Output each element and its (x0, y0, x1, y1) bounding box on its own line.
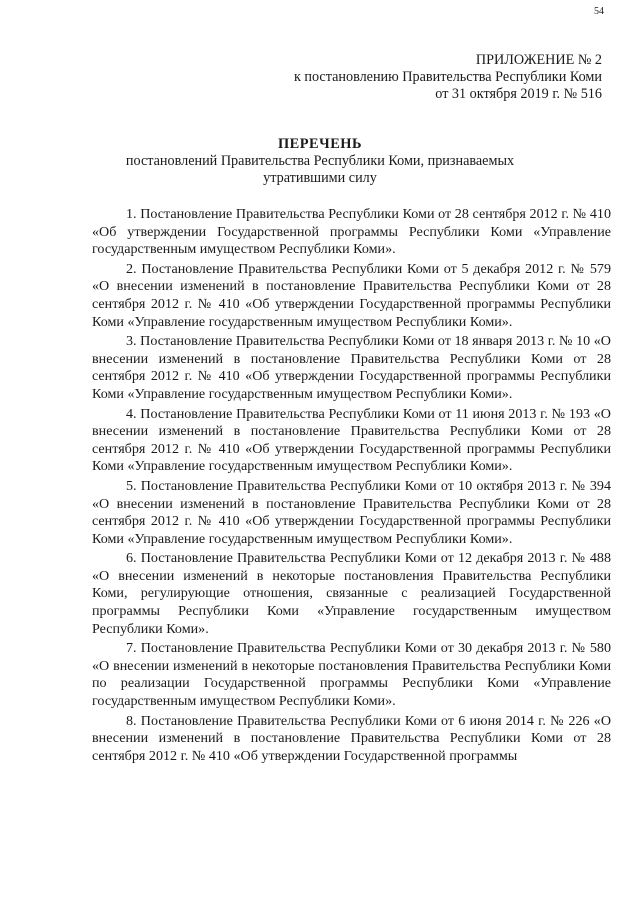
appendix-header (294, 52, 602, 104)
document-subtitle-line2: утратившими силу (263, 170, 377, 187)
list-item-2: 2. Постановление Правительства Республики Коми от 5 декабря 2012 г. № 579 «О внесении изменений в постановление Правительства Республики Коми от 28 сентября 2012 г. № 410 «Об утверждении Государственной программы Республики Коми «Управление государственным имуществом Республики Коми». (92, 260, 611, 330)
appendix-date: от 31 октября 2019 г. № 516 (435, 86, 602, 103)
list-item-7: 7. Постановление Правительства Республики Коми от 30 декабря 2013 г. № 580 «О внесении изменений в некоторые постановления Правительства Республики Коми по реализации Государственной программы Республики Коми «Управление государственным имуществом Республики Коми». (92, 640, 611, 710)
appendix-reference: к постановлению Правительства Республики Коми (293, 69, 602, 86)
appendix-title: ПРИЛОЖЕНИЕ № 2 (475, 52, 602, 68)
document-title-block (0, 135, 640, 188)
resolutions-list (92, 206, 611, 767)
document-title: ПЕРЕЧЕНЬ (277, 136, 363, 152)
document-subtitle-line1: постановлений Правительства Республики Коми, признаваемых (125, 153, 515, 169)
list-item-4: 4. Постановление Правительства Республики Коми от 11 июня 2013 г. № 193 «О внесении изменений в постановление Правительства Республики Коми от 28 сентября 2012 г. № 410 «Об утверждении Государственной программы Республики Коми «Управление государственным имуществом Республики Коми». (92, 405, 611, 475)
list-item-5: 5. Постановление Правительства Республики Коми от 10 октября 2013 г. № 394 «О внесении изменений в постановление Правительства Республики Коми от 28 сентября 2012 г. № 410 «Об утверждении Государственной программы Республики Коми «Управление государственным имуществом Республики Коми». (92, 477, 611, 547)
list-item-8: 8. Постановление Правительства Республики Коми от 6 июня 2014 г. № 226 «О внесении изменений в постановление Правительства Республики Коми от 28 сентября 2012 г. № 410 «Об утверждении Государственной программы (92, 712, 611, 764)
list-item-3: 3. Постановление Правительства Республики Коми от 18 января 2013 г. № 10 «О внесении изменений в постановление Правительства Республики Коми от 28 сентября 2012 г. № 410 «Об утверждении Государственной программы Республики Коми «Управление государственным имуществом Республики Коми». (92, 333, 611, 402)
list-item-6: 6. Постановление Правительства Республики Коми от 12 декабря 2013 г. № 488 «О внесении изменений в некоторые постановления Правительства Республики Коми, регулирующие отношения, связанные с реализацией Государственной программы Республики Коми «Управление государственным имуществом Республики Коми». (92, 550, 611, 637)
list-item-1: 1. Постановление Правительства Республики Коми от 28 сентября 2012 г. № 410 «Об утверждении Государственной программы Республики Коми «Управление государственным имуществом Республики Коми». (92, 206, 611, 258)
page-number: 54 (594, 6, 604, 17)
